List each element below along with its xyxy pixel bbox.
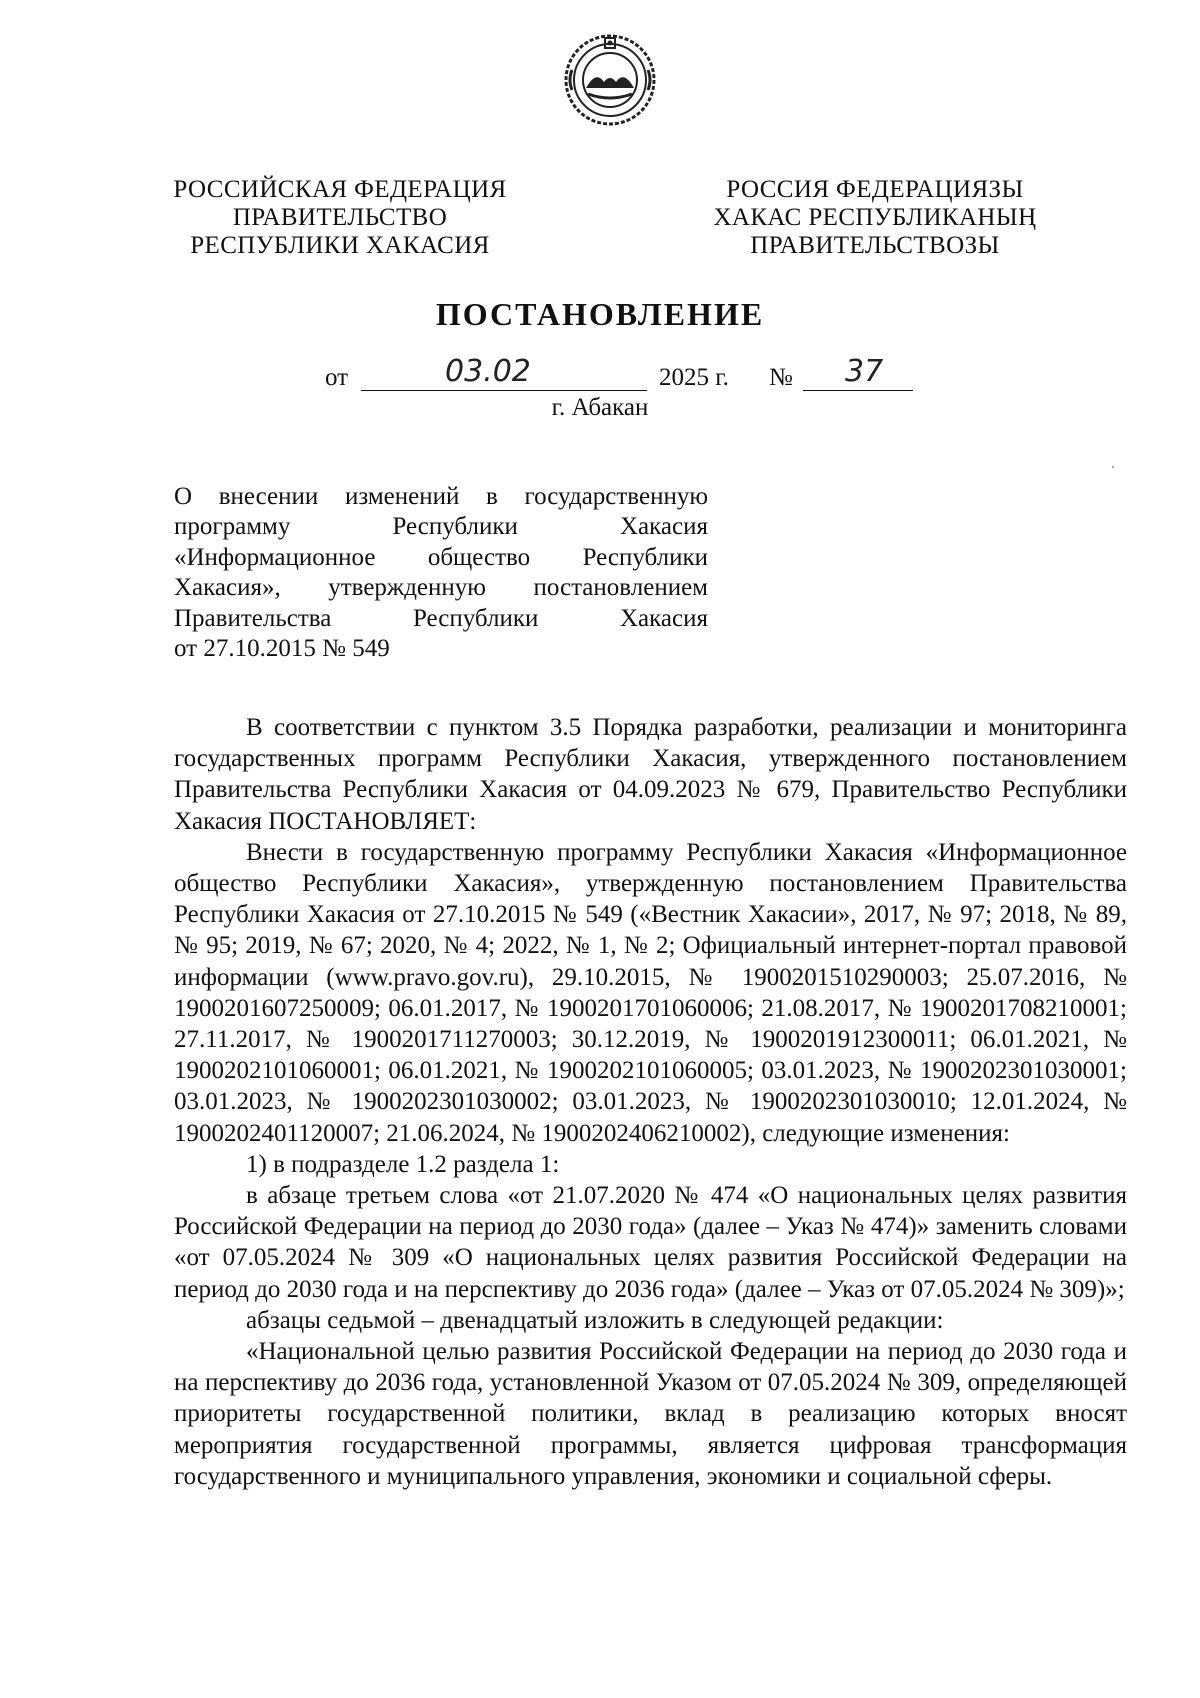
handwritten-date: 03.02 (445, 354, 531, 389)
body-paragraph: абзацы седьмой – двенадцатый изложить в следующей редакции: (246, 1306, 944, 1334)
body-paragraph: в абзаце третьем слова «от 21.07.2020 № 474 «О национальных целях развития Российской Федерации на период до 2030 года» (далее – Указ № 474)» заменить словами «от 07.05.2024 № 309 «О национальных целях развития Российской Федерации на период до 2030 года и на перспективу до 2036 года» (далее – Указ от 07.05.2024 № 309)»; (174, 1182, 1127, 1303)
header-left-line: РОССИЙСКАЯ ФЕДЕРАЦИЯ (173, 176, 507, 203)
scan-speck (1112, 466, 1114, 468)
body-paragraph: «Национальной целью развития Российской Федерации на период до 2030 года и на перспективу до 2036 года, установленной Указом от 07.05.2024 № 309, определяющей приоритеты государственной политики, вклад в реализацию которых вносят мероприятия государственной программы, является цифровая трансформация государственного и муниципального управления, экономики и социальной сферы. (174, 1338, 1127, 1490)
header-right-line: РОССИЯ ФЕДЕРАЦИЯЗЫ (726, 176, 1024, 203)
header-left-line: РЕСПУБЛИКИ ХАКАСИЯ (190, 232, 490, 259)
coat-of-arms-emblem (562, 30, 658, 128)
header-right-line: ХАКАС РЕСПУБЛИКАНЫҢ (713, 204, 1037, 231)
document-body (174, 712, 1127, 1492)
header-left-block (150, 176, 530, 260)
subject-line: Правительства Республики Хакасия (174, 604, 708, 632)
document-title: ПОСТАНОВЛЕНИЕ (435, 296, 765, 332)
subject-line: программу Республики Хакасия (174, 513, 708, 541)
number-label: № (769, 364, 793, 391)
subject-line: от 27.10.2015 № 549 (174, 635, 390, 663)
from-label: от (325, 364, 349, 391)
document-subject (174, 482, 708, 664)
subject-line: О внесении изменений в государственную (174, 483, 708, 510)
body-paragraph: Внести в государственную программу Республики Хакасия «Информационное общество Республики Хакасия», утвержденную постановлением Правительства Республики Хакасия от 27.10.2015 № 549 («Вестник Хакасии», 2017, № 97; 2018, № 89, № 95; 2019, № 67; 2020, № 4; 2022, № 1, № 2; Официальный интернет-портал правовой информации (www.pravo.gov.ru), 29.10.2015, № 1900201510290003; 25.07.2016, № 1900201607250009; 06.01.2017, № 1900201701060006; 21.08.2017, № 1900201708210001; 27.11.2017, № 1900201711270003; 30.12.2019, № 1900201912300011; 06.01.2021, № 1900202101060001; 06.01.2021, № 1900202101060005; 03.01.2023, № 1900202301030001; 03.01.2023, № 1900202301030002; 03.01.2023, № 1900202301030010; 12.01.2024, № 1900202401120007; 21.06.2024, № 1900202406210002), следующие изменения: (174, 838, 1127, 1147)
header-right-block (690, 176, 1060, 260)
body-paragraph: 1) в подразделе 1.2 раздела 1: (246, 1150, 560, 1178)
subject-line: «Информационное общество Республики (174, 543, 708, 571)
year-label: 2025 г. (659, 364, 729, 391)
body-paragraph: В соответствии с пунктом 3.5 Порядка разработки, реализации и мониторинга государственных программ Республики Хакасия, утвержденного постановлением Правительства Республики Хакасия от 04.09.2023 № 679, Правительство Республики Хакасия ПОСТАНОВЛЯЕТ: (174, 714, 1127, 835)
header-right-line: ПРАВИТЕЛЬСТВОЗЫ (750, 232, 1000, 259)
city-label: г. Абакан (551, 394, 649, 421)
handwritten-number: 37 (845, 354, 884, 389)
subject-line: Хакасия», утвержденную постановлением (174, 574, 708, 602)
header-left-line: ПРАВИТЕЛЬСТВО (232, 204, 448, 231)
